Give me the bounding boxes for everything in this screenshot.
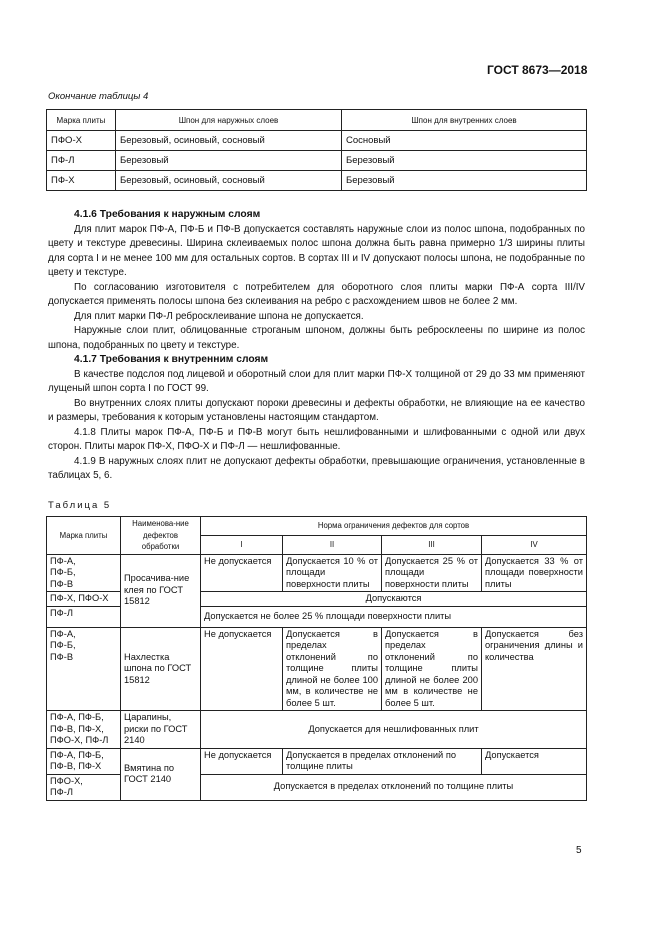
- table-cell: Допускается без ограничения длины и количества: [482, 627, 587, 711]
- table4-header-outer: Шпон для наружных слоев: [116, 110, 342, 131]
- table-cell: Не допускается: [201, 554, 283, 592]
- table-cell: Допускается 33 % от площади поверхности плиты: [482, 554, 587, 592]
- paragraph: 4.1.9 В наружных слоях плит не допускают дефекты обработки, превышающие ограничения, установленные в таблицах 5, 6.: [48, 455, 585, 481]
- table-cell: Березовый: [342, 171, 587, 191]
- page-number: 5: [576, 845, 582, 856]
- table-cell: Нахлестка шпона по ГОСТ 15812: [121, 627, 201, 711]
- table-cell: Допускается: [482, 748, 587, 774]
- table-row: [47, 171, 587, 191]
- section-heading-4-1-7: 4.1.7 Требования к внутренним слоям: [74, 354, 269, 365]
- paragraph: По согласованию изготовителя с потребителем для оборотного слоя плиты марки ПФ-А сорта III/IV допускается применять полосы шпона без склеивания на ребро с расхождением швов не более 2 мм.: [48, 281, 585, 307]
- table-cell: ПФО-Х: [47, 131, 116, 151]
- grade-header: I: [201, 535, 283, 554]
- table5-header-row: [47, 517, 587, 536]
- table5-label: Таблица 5: [48, 500, 112, 511]
- table-cell: Допускаются: [201, 592, 587, 607]
- table-cell: Допускается в пределах отклонений по толщине плиты длиной не более 100 мм, в количестве не более 5 шт.: [283, 627, 382, 711]
- table-cell: Березовый, осиновый, сосновый: [116, 131, 342, 151]
- table-cell: ПФ-Л: [47, 151, 116, 171]
- table4-caption: Окончание таблицы 4: [48, 91, 149, 102]
- table-cell: Не допускается: [201, 627, 283, 711]
- table-cell: Просачива-ние клея по ГОСТ 15812: [121, 554, 201, 627]
- table5-header-norm: Норма ограничения дефектов для сортов: [201, 517, 587, 536]
- table-cell: Березовый, осиновый, сосновый: [116, 171, 342, 191]
- paragraph: Для плит марки ПФ-Л ребросклеивание шпона не допускается.: [74, 310, 364, 322]
- paragraph: Наружные слои плит, облицованные строганым шпоном, должны быть ребросклеены по ширине из полос шпона, подобранных по цвету и текстуре.: [48, 325, 585, 351]
- table-cell: ПФ-А, ПФ-Б, ПФ-В: [47, 554, 121, 592]
- table-cell: Допускается 10 % от площади поверхности плиты: [283, 554, 382, 592]
- table-row: [47, 627, 587, 711]
- table-5: [46, 516, 587, 801]
- table4-header-row: [47, 110, 587, 131]
- table-cell: Царапины, риски по ГОСТ 2140: [121, 711, 201, 749]
- table-cell: Допускается в пределах отклонений по толщине плиты: [283, 748, 482, 774]
- paragraph: Для плит марок ПФ-А, ПФ-Б и ПФ-В допускается составлять наружные слои из полос шпона, подобранных по цвету и текстуре древесины. Ширина склеиваемых полос шпона должна быть равна примерно 1/3 ширины плиты для сорта I и не менее 100 мм для остальных сортов. В сортах III и IV допускают полосы шпона, не подобранные по цвету и текстуре.: [48, 223, 585, 278]
- table-cell: Допускается 25 % от площади поверхности плиты: [382, 554, 482, 592]
- table-cell: ПФ-Х: [47, 171, 116, 191]
- table-cell: Березовый: [342, 151, 587, 171]
- table-row: [47, 711, 587, 749]
- table-cell: ПФО-Х, ПФ-Л: [47, 774, 121, 800]
- table-cell: ПФ-А, ПФ-Б, ПФ-В, ПФ-Х, ПФО-Х, ПФ-Л: [47, 711, 121, 749]
- body-text: [48, 208, 585, 484]
- grade-header: IV: [482, 535, 587, 554]
- table-4: [46, 109, 587, 191]
- paragraph: Во внутренних слоях плиты допускают пороки древесины и дефекты обработки, не влияющие на ее качество и размеры, требования к которым установлены настоящим стандартом.: [48, 397, 585, 423]
- table-cell: ПФ-Л: [47, 606, 121, 627]
- grade-header: II: [283, 535, 382, 554]
- table-cell: Березовый: [116, 151, 342, 171]
- table-cell: Сосновый: [342, 131, 587, 151]
- table-cell: Не допускается: [201, 748, 283, 774]
- section-heading-4-1-6: 4.1.6 Требования к наружным слоям: [74, 209, 261, 220]
- table-cell: ПФ-Х, ПФО-Х: [47, 592, 121, 607]
- paragraph: В качестве подслоя под лицевой и оборотный слои для плит марки ПФ-Х толщиной от 29 до 33 мм применяют лущеный шпон сорта I по ГОСТ 99.: [48, 368, 585, 394]
- table4-header-inner: Шпон для внутренних слоев: [342, 110, 587, 131]
- table-cell: Вмятина по ГОСТ 2140: [121, 748, 201, 800]
- table-cell: Допускается в пределах отклонений по толщине плиты: [201, 774, 587, 800]
- grade-header: III: [382, 535, 482, 554]
- table5-header-defect: Наименова-ние дефектов обработки: [121, 517, 201, 555]
- table-row: [47, 131, 587, 151]
- paragraph: 4.1.8 Плиты марок ПФ-А, ПФ-Б и ПФ-В могут быть нешлифованными и шлифованными с одной или двух сторон. Плиты марок ПФ-Х, ПФО-Х и ПФ-Л — нешлифованные.: [48, 426, 585, 452]
- table5-header-mark: Марка плиты: [47, 517, 121, 555]
- table-cell: Допускается для нешлифованных плит: [201, 711, 587, 749]
- table-cell: Допускается в пределах отклонений по толщине плиты длиной не более 200 мм в количестве не более 5 шт.: [382, 627, 482, 711]
- table4-header-mark: Марка плиты: [47, 110, 116, 131]
- table-cell: Допускается не более 25 % площади поверхности плиты: [201, 606, 587, 627]
- table-row: [47, 554, 587, 592]
- document-code: ГОСТ 8673—2018: [487, 63, 588, 77]
- table-cell: ПФ-А, ПФ-Б, ПФ-В: [47, 627, 121, 711]
- table-row: [47, 748, 587, 774]
- table-row: [47, 151, 587, 171]
- table-cell: ПФ-А, ПФ-Б, ПФ-В, ПФ-Х: [47, 748, 121, 774]
